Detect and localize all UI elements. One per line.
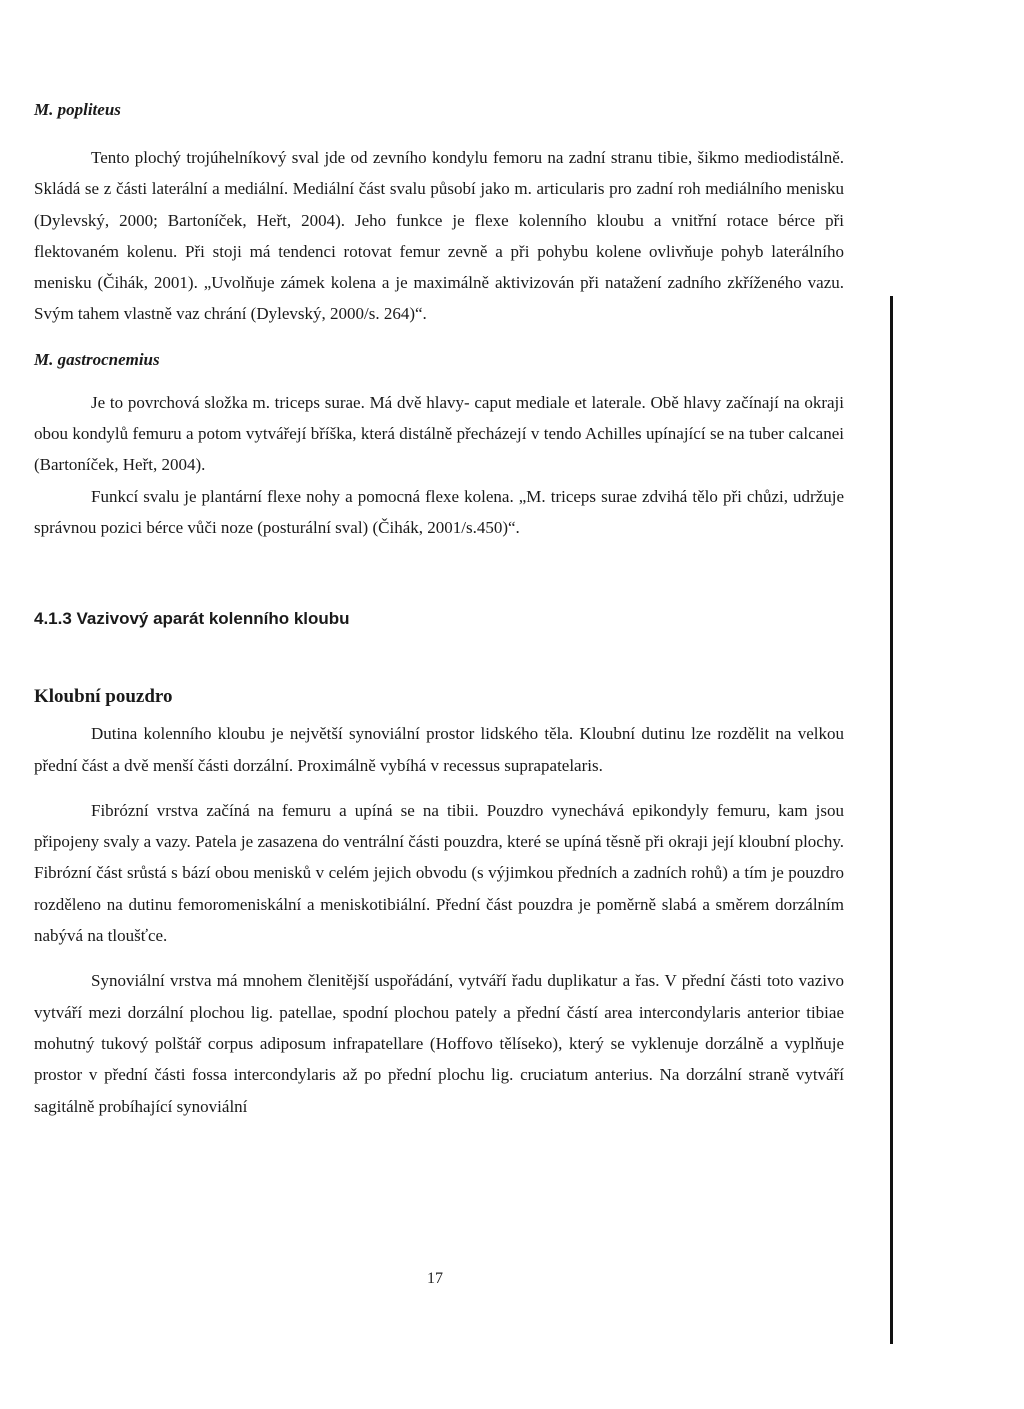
popliteus-heading: M. popliteus: [34, 100, 121, 119]
capsule-heading: Kloubní pouzdro: [34, 686, 173, 708]
margin-bar: [890, 296, 893, 1344]
capsule-paragraph-1: Dutina kolenního kloubu je největší synoviální prostor lidského těla. Kloubní dutinu lze rozdělit na velkou přední část a dvě menší části dorzální. Proximálně vybíhá v recessus suprapatelaris.: [34, 724, 844, 775]
page-number: 17: [427, 1270, 443, 1287]
capsule-paragraph-2: Fibrózní vrstva začíná na femuru a upíná se na tibii. Pouzdro vynechává epikondyly femuru, kam jsou připojeny svaly a vazy. Patela je zasazena do ventrální části pouzdra, které se upíná těsně při okraji její kloubní plochy. Fibrózní část srůstá s bází obou menisků v celém jejich obvodu (s výjimkou předních a zadních rohů) a tím je pouzdro rozděleno na dutinu femoromeniskální a meniskotibiální. Přední část pouzdra je poměrně slabá a směrem dorzálním nabývá na tloušťce.: [34, 800, 844, 946]
capsule-paragraph-3: Synoviální vrstva má mnohem členitější uspořádání, vytváří řadu duplikatur a řas. V přední části toto vazivo vytváří mezi dorzální plochou lig. patellae, spodní plochou pately a přední částí area intercondylaris anterior tibiae mohutný tukový polštář corpus adiposum infrapatellare (Hoffovo tělíseko), který se vyklenuje dorzálně a vyplňuje prostor v přední části fossa intercondylaris až po přední plochu lig. cruciatum anterius. Na dorzální straně vytváří sagitálně probíhající synoviální: [34, 971, 844, 1116]
gastrocnemius-heading: M. gastrocnemius: [34, 349, 160, 369]
section-title: 4.1.3 Vazivový aparát kolenního kloubu: [34, 609, 350, 629]
document-page: [34, 100, 844, 1122]
popliteus-paragraph: Tento plochý trojúhelníkový sval jde od zevního kondylu femoru na zadní stranu tibie, šikmo mediodistálně. Skládá se z části laterální a mediální. Mediální část svalu působí jako m. articularis pro zadní roh mediálního menisku (Dylevský, 2000; Bartoníček, Heřt, 2004). Jeho funkce je flexe kolenního kloubu a vnitřní rotace bérce při flektovaném kolenu. Při stoji má tendenci rotovat femur zevně a při pohybu kolene ovlivňuje pohyb laterálního menisku (Čihák, 2001). „Uvolňuje zámek kolena a je maximálně aktivizován při natažení zadního zkříženého vazu. Svým tahem vlastně vaz chrání (Dylevský, 2000/s. 264)“.: [34, 148, 844, 324]
gastrocnemius-paragraph-2: Funkcí svalu je plantární flexe nohy a pomocná flexe kolena. „M. triceps surae zdvihá tělo při chůzi, udržuje správnou pozici bérce vůči noze (posturální sval) (Čihák, 2001/s.450)“.: [34, 486, 844, 537]
gastrocnemius-paragraph-1: Je to povrchová složka m. triceps surae. Má dvě hlavy- caput mediale et laterale. Obě hlavy začínají na okraji obou kondylů femuru a potom vytvářejí bříška, která distálně přecházejí v tendo Achilles upínající se na tuber calcanei (Bartoníček, Heřt, 2004).: [34, 392, 844, 475]
